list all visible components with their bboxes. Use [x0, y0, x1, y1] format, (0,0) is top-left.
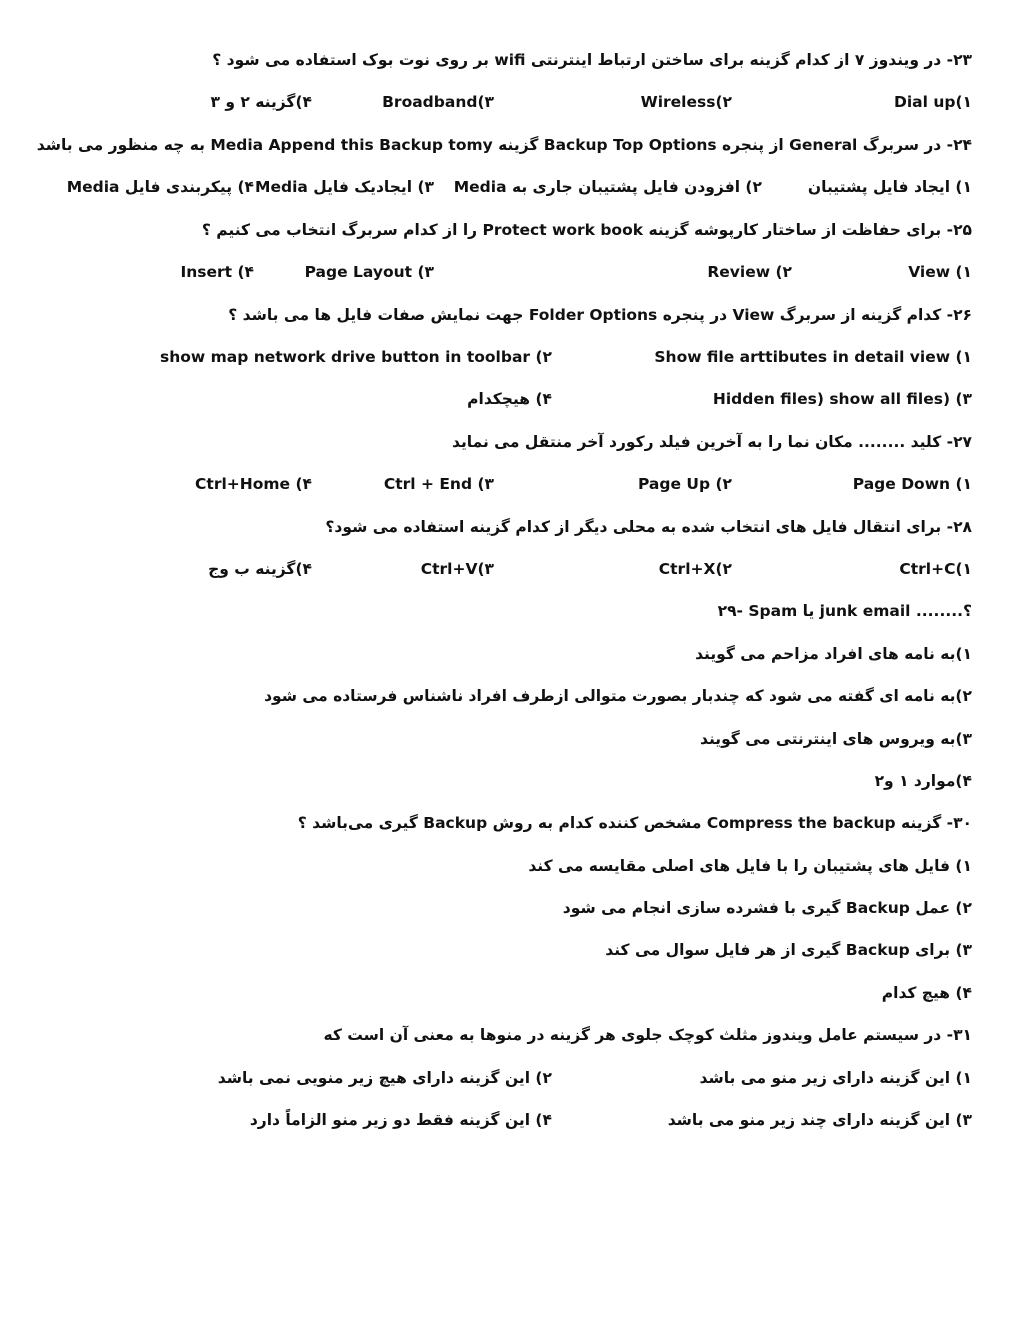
q23-option-2: Wireless(۲ [640, 93, 732, 111]
q31-option-3: ۳) این گزینه دارای چند زیر منو می باشد [667, 1111, 972, 1129]
q23-option-1: Dial up(۱ [893, 93, 972, 111]
q29-option-2: ۲)به نامه ای گفته می شود که چندبار بصورت متوالی ازطرف افراد ناشناس فرستاده می شود [264, 687, 972, 705]
q30-option-1: ۱) فایل های پشتیبان را با فایل های اصلی مقایسه می کند [528, 857, 972, 875]
q25-option-2: Review (۲ [707, 263, 792, 281]
q27-option-4: Ctrl+Home (۴ [195, 475, 312, 493]
q27-option-2: Page Up (۲ [637, 475, 732, 493]
q24-option-4: ۴) پیکربندی فایل Media [66, 178, 254, 196]
q27-option-1: Page Down (۱ [852, 475, 972, 493]
q23-option-3: Broadband(۳ [382, 93, 494, 111]
q28-option-1: Ctrl+C(۱ [899, 560, 972, 578]
q29-option-1: ۱)به نامه های افراد مزاحم می گویند [695, 645, 972, 663]
q25-option-1: View (۱ [908, 263, 972, 281]
q26-option-1: Show file arttibutes in detail view (۱ [654, 348, 972, 366]
q28-option-3: Ctrl+V(۳ [420, 560, 494, 578]
q26-option-2: show map network drive button in toolbar (۲ [160, 348, 552, 366]
q30-option-4: ۴) هیچ کدام [881, 984, 972, 1002]
q30-option-2: ۲) عمل Backup گیری با فشرده سازی انجام می شود [562, 899, 972, 917]
question-31: ۳۱- در سیستم عامل ویندوز مثلث کوچک جلوی هر گزینه در منوها به معنی آن است که [323, 1026, 972, 1044]
q26-option-4: ۴) هیچکدام [467, 390, 552, 408]
q29-option-3: ۳)به ویروس های اینترنتی می گویند [699, 730, 972, 748]
q28-option-2: Ctrl+X(۲ [658, 560, 732, 578]
question-25: ۲۵- برای حفاظت از ساختار کارپوشه گزینه Protect work book را از کدام سربرگ انتخاب می کنیم ؟ [201, 221, 972, 239]
q27-option-3: Ctrl + End (۳ [383, 475, 494, 493]
q25-option-3: Page Layout (۳ [304, 263, 434, 281]
question-26: ۲۶- کدام گزینه از سربرگ View در پنجره Folder Options جهت نمایش صفات فایل ها می باشد ؟ [228, 306, 972, 324]
question-24: ۲۴- در سربرگ General از پنجره Backup Top Options گزینه Media Append this Backup tomy به چه منظور می باشد [36, 136, 972, 154]
q26-option-3: Hidden files) show all files) (۳ [712, 390, 972, 408]
q23-option-4: ۴)گزینه ۲ و ۳ [210, 93, 312, 111]
q31-option-4: ۴) این گزینه فقط دو زیر منو الزاماً دارد [249, 1111, 552, 1129]
question-28: ۲۸- برای انتقال فایل های انتخاب شده به محلی دیگر از کدام گزینه استفاده می شود؟ [325, 518, 972, 536]
q24-option-3: ۳) ایجادیک فایل Media [255, 178, 434, 196]
q29-option-4: ۴)موارد ۱ و۲ [874, 772, 972, 790]
q24-option-1: ۱) ایجاد فایل پشتیبان [807, 178, 972, 196]
question-27: ۲۷- کلید ........ مکان نما را به آخرین فیلد رکورد آخر منتقل می نماید [451, 433, 972, 451]
q24-option-2: ۲) افزودن فایل پشتیبان جاری به Media [453, 178, 762, 196]
question-23: ۲۳- در ویندوز ۷ از کدام گزینه برای ساختن ارتباط اینترنتی wifi بر روی نوت بوک استفاده می شود ؟ [212, 51, 972, 69]
question-29: ۲۹- Spam یا junk email ........؟ [717, 602, 972, 620]
question-30: ۳۰- گزینه Compress the backup مشخص کننده کدام به روش Backup گیری می‌باشد ؟ [297, 814, 972, 832]
q28-option-4: ۴)گزینه ب وج [208, 560, 312, 578]
q25-option-4: Insert (۴ [180, 263, 254, 281]
q30-option-3: ۳) برای Backup گیری از هر فایل سوال می کند [605, 941, 972, 959]
q31-option-1: ۱) این گزینه دارای زیر منو می باشد [699, 1069, 972, 1087]
q31-option-2: ۲) این گزینه دارای هیچ زیر منویی نمی باشد [217, 1069, 552, 1087]
